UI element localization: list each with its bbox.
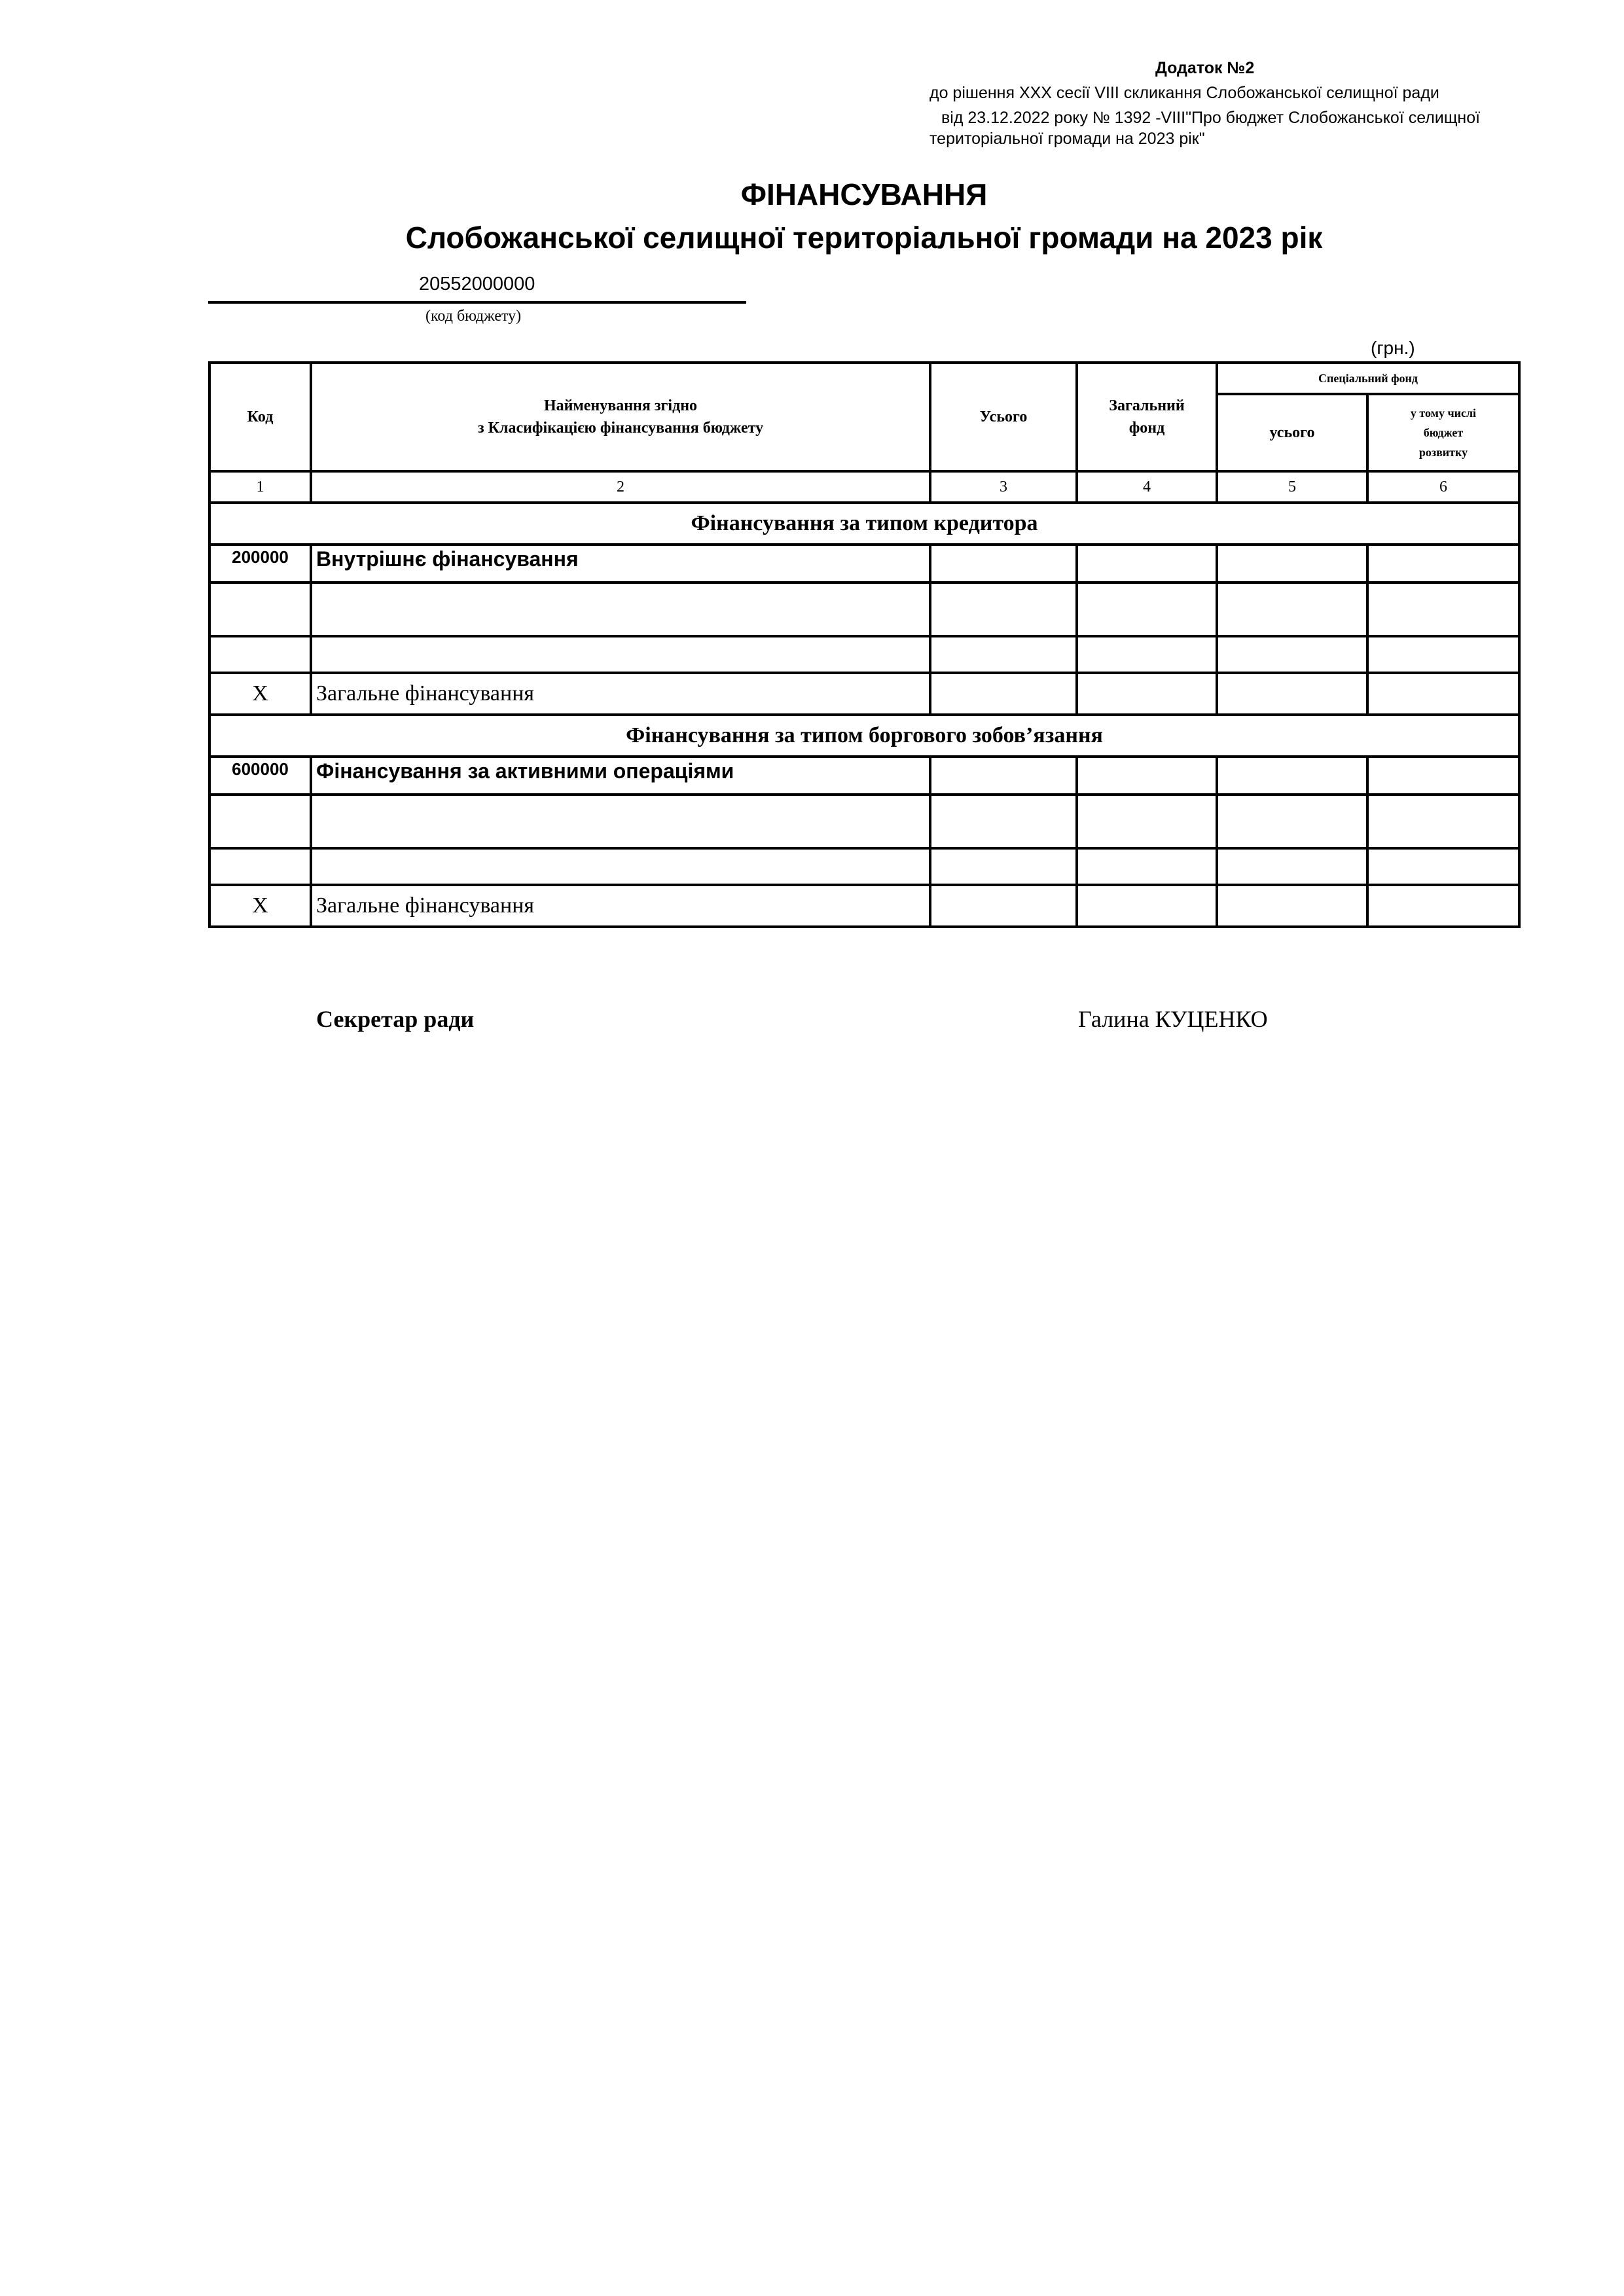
- column-number-row: [209, 471, 1519, 503]
- table-row: [209, 848, 1519, 885]
- cell-special-total: [1217, 848, 1367, 885]
- signature-role: Секретар ради: [316, 1006, 475, 1032]
- cell-general: [1077, 583, 1217, 636]
- document-subtitle: Слобожанської селищної територіальної громади на 2023 рік: [405, 221, 1323, 255]
- section-row: [209, 715, 1519, 757]
- cell-general: [1077, 636, 1217, 673]
- cell-special-dev: [1367, 673, 1519, 715]
- section-title: Фінансування за типом кредитора: [209, 503, 1519, 545]
- cell-general: [1077, 848, 1217, 885]
- budget-code-underline: [208, 301, 746, 304]
- header-code: Код: [209, 363, 311, 471]
- cell-special-total: [1217, 583, 1367, 636]
- cell-special-total: [1217, 885, 1367, 927]
- header-dev-line-2: бюджет: [1423, 426, 1464, 439]
- cell-total: [930, 848, 1077, 885]
- col-number: 2: [311, 471, 930, 503]
- row-name: [311, 583, 930, 636]
- cell-special-total: [1217, 673, 1367, 715]
- addendum-title: Додаток №2: [1155, 59, 1255, 77]
- document-title: ФІНАНСУВАННЯ: [740, 177, 988, 211]
- header-name: [311, 363, 930, 471]
- row-code: [209, 636, 311, 673]
- budget-code-caption: (код бюджету): [425, 308, 522, 325]
- section-title: Фінансування за типом боргового зобов’язання: [209, 715, 1519, 757]
- cell-special-dev: [1367, 583, 1519, 636]
- col-number: 5: [1217, 471, 1367, 503]
- row-code: X: [209, 673, 311, 715]
- header-row-1: [209, 363, 1519, 394]
- financing-table: [208, 361, 1521, 928]
- row-name: Загальне фінансування: [311, 885, 930, 927]
- cell-total: [930, 636, 1077, 673]
- col-number: 6: [1367, 471, 1519, 503]
- addendum-line-2: від 23.12.2022 року № 1392 -VIII"Про бюджет Слобожанської селищної: [941, 109, 1481, 127]
- cell-special-total: [1217, 545, 1367, 583]
- cell-general: [1077, 757, 1217, 795]
- cell-total: [930, 885, 1077, 927]
- cell-general: [1077, 545, 1217, 583]
- cell-special-dev: [1367, 885, 1519, 927]
- cell-special-total: [1217, 795, 1367, 848]
- row-code: 600000: [209, 757, 311, 795]
- cell-total: [930, 757, 1077, 795]
- col-number: 1: [209, 471, 311, 503]
- cell-special-dev: [1367, 795, 1519, 848]
- cell-general: [1077, 885, 1217, 927]
- table-row: [209, 795, 1519, 848]
- cell-special-dev: [1367, 757, 1519, 795]
- signature-name: Галина КУЦЕНКО: [1078, 1006, 1268, 1032]
- header-dev-line-1: у тому числі: [1410, 406, 1477, 420]
- table-row: [209, 545, 1519, 583]
- cell-special-dev: [1367, 545, 1519, 583]
- row-name: Фінансування за активними операціями: [311, 757, 930, 795]
- header-total: Усього: [930, 363, 1077, 471]
- row-name: [311, 795, 930, 848]
- row-code: [209, 583, 311, 636]
- table-row: [209, 636, 1519, 673]
- header-dev-line-3: розвитку: [1418, 446, 1468, 459]
- cell-total: [930, 795, 1077, 848]
- table-row: [209, 757, 1519, 795]
- cell-total: [930, 545, 1077, 583]
- row-name: Загальне фінансування: [311, 673, 930, 715]
- cell-general: [1077, 795, 1217, 848]
- cell-special-total: [1217, 636, 1367, 673]
- header-special-fund: Спеціальний фонд: [1217, 363, 1519, 394]
- col-number: 4: [1077, 471, 1217, 503]
- row-name: [311, 848, 930, 885]
- header-name-line-2: з Класифікацією фінансування бюджету: [477, 420, 764, 437]
- total-row: [209, 673, 1519, 715]
- addendum-line-1: до рішення XXX сесії VIII скликання Слобожанської селищної ради: [929, 84, 1439, 102]
- header-special-total: усього: [1217, 394, 1367, 471]
- row-code: X: [209, 885, 311, 927]
- section-row: [209, 503, 1519, 545]
- currency-unit: (грн.): [1371, 338, 1415, 358]
- table-row: [209, 583, 1519, 636]
- row-code: [209, 848, 311, 885]
- budget-code: 20552000000: [419, 274, 535, 295]
- total-row: [209, 885, 1519, 927]
- col-number: 3: [930, 471, 1077, 503]
- header-special-development: [1367, 394, 1519, 471]
- row-code: 200000: [209, 545, 311, 583]
- row-code: [209, 795, 311, 848]
- cell-general: [1077, 673, 1217, 715]
- cell-special-dev: [1367, 848, 1519, 885]
- cell-special-total: [1217, 757, 1367, 795]
- header-general-line-2: фонд: [1128, 420, 1165, 437]
- cell-total: [930, 583, 1077, 636]
- header-general-fund: [1077, 363, 1217, 471]
- addendum-line-3: територіальної громади на 2023 рік": [929, 130, 1205, 148]
- header-general-line-1: Загальний: [1109, 397, 1185, 414]
- row-name: Внутрішнє фінансування: [311, 545, 930, 583]
- cell-total: [930, 673, 1077, 715]
- header-name-line-1: Найменування згідно: [543, 397, 698, 414]
- cell-special-dev: [1367, 636, 1519, 673]
- row-name: [311, 636, 930, 673]
